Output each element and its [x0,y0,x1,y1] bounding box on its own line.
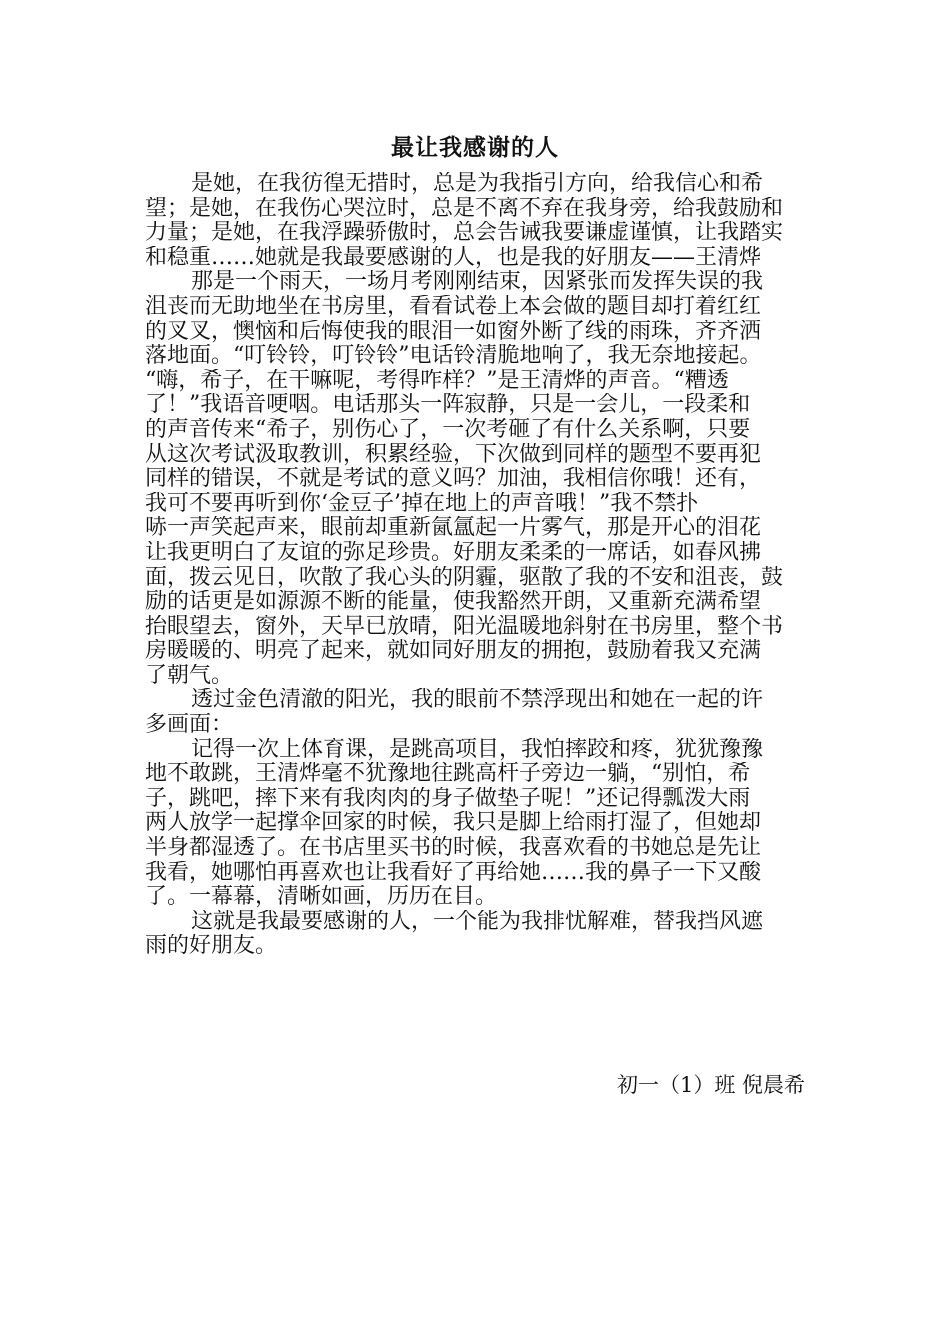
text-line: “嗨，希子，在干嘛呢，考得咋样？”是王清烨的声音。“糟透 [145,368,729,393]
text-line: 力量；是她，在我浮躁骄傲时，总会告诫我要谦虚谨慎，让我踏实 [145,221,784,246]
text-line: 从这次考试汲取教训，积累经验，下次做到同样的题型不要再犯 [145,442,762,467]
text-line: 的叉叉，懊恼和后悔使我的眼泪一如窗外断了线的雨珠，齐齐洒 [145,319,762,344]
text-line: 了朝气。 [145,663,234,688]
text-line: 雨的好朋友。 [145,934,278,959]
text-line: 和稳重……她就是我最要感谢的人，也是我的好朋友——王清烨 [145,245,762,270]
text-line: 半身都湿透了。在书店里买书的时候，我喜欢看的书她总是先让 [145,836,762,861]
text-line: 了！”我语音哽咽。电话那头一阵寂静，只是一会儿，一段柔和 [145,393,751,418]
text-line: 让我更明白了友谊的弥足珍贵。好朋友柔柔的一席话，如春风拂 [145,540,762,565]
essay-body [145,172,815,959]
author-signature: 初一（1）班 倪晨希 [616,1073,805,1097]
text-line: 多画面： [145,713,234,738]
text-line: 这就是我最要感谢的人，一个能为我排忧解难，替我挡风遮 [191,909,764,934]
text-line: 落地面。“叮铃铃，叮铃铃”电话铃清脆地响了，我无奈地接起。 [145,344,762,369]
text-line: 那是一个雨天，一场月考刚刚结束，因紧张而发挥失误的我 [191,270,764,295]
text-line: 透过金色清澈的阳光，我的眼前不禁浮现出和她在一起的许 [191,688,764,713]
text-line: 是她，在我彷徨无措时，总是为我指引方向，给我信心和希 [191,172,764,196]
text-line: 的声音传来“希子，别伤心了，一次考砸了有什么关系啊，只要 [145,417,751,442]
text-line: 望；是她，在我伤心哭泣时，总是不离不弃在我身旁，给我鼓励和 [145,196,784,221]
text-line: 同样的错误，不就是考试的意义吗？加油，我相信你哦！还有， [145,467,762,492]
text-line: 房暖暖的、明亮了起来，就如同好朋友的拥抱，鼓励着我又充满 [145,639,762,664]
page-title: 最让我感谢的人 [391,135,559,161]
text-line: 哧一声笑起声来，眼前却重新氤氲起一片雾气，那是开心的泪花 [145,516,762,541]
text-line: 我可不要再听到你‘金豆子’掉在地上的声音哦！”我不禁扑 [145,491,699,516]
text-line: 两人放学一起撑伞回家的时候，我只是脚上给雨打湿了，但她却 [145,811,762,836]
text-line: 了。一幕幕，清晰如画，历历在目。 [145,885,498,910]
text-line: 地不敢跳，王清烨毫不犹豫地往跳高杆子旁边一躺，“别怕，希 [145,762,751,787]
text-line: 我看，她哪怕再喜欢也让我看好了再给她……我的鼻子一下又酸 [145,860,762,885]
text-line: 子，跳吧，摔下来有我肉肉的身子做垫子呢！”还记得瓢泼大雨 [145,786,751,811]
text-line: 记得一次上体育课，是跳高项目，我怕摔跤和疼，犹犹豫豫 [191,737,764,762]
text-line: 面，拨云见日，吹散了我心头的阴霾，驱散了我的不安和沮丧，鼓 [145,565,784,590]
text-line: 沮丧而无助地坐在书房里，看看试卷上本会做的题目却打着红红 [145,294,762,319]
text-line: 抬眼望去，窗外，天早已放晴，阳光温暖地斜射在书房里，整个书 [145,614,784,639]
text-line: 励的话更是如源源不断的能量，使我豁然开朗，又重新充满希望 [145,590,762,615]
